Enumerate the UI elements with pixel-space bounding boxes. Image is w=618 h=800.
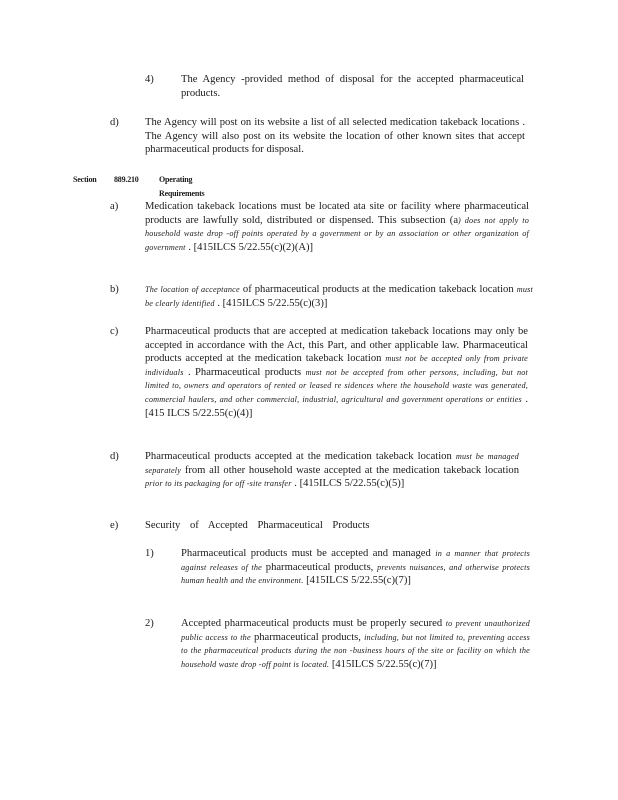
item-text: [145, 200, 529, 254]
text-run: pharmaceutical products,: [265, 561, 374, 573]
item-heading: Security of Accepted Pharmaceutical Products: [145, 520, 370, 531]
item-label: 2): [145, 618, 154, 629]
section-title: Operating Requirements: [159, 175, 205, 198]
section-number: 889.210: [114, 175, 139, 184]
citation: . [415ILCS 5/22.55(c)(3)]: [217, 297, 328, 309]
statutory-italic: must not be accepted from other persons, including, but not limited to, owners and operators of rented or leased re sidences where the household waste was generated, commercial haulers, and other commercial, industrial, agricultural and government operations or entities: [145, 367, 529, 404]
citation: [415ILCS 5/22.55(c)(7)]: [306, 575, 411, 587]
citation: . [415 ILCS 5/22.55(c)(4)]: [145, 393, 528, 419]
statutory-italic: must be clearly identified: [145, 285, 533, 308]
item-label: e): [110, 520, 119, 531]
text-run: of pharmaceutical products at the medication takeback location: [242, 284, 514, 295]
item-text: The Agency will post on its website a list of all selected medication takeback locations . The Agency will also post on its website the location of other known sites that accept pharmaceutical products for disposal.: [145, 117, 525, 156]
text-run: Medication takeback locations must be located ata site or facility where pharmaceutical products are lawfully sold, distributed or dispensed. This subsection (a: [145, 201, 529, 226]
item-label: d): [110, 117, 119, 128]
statutory-italic: must be managed separately: [145, 452, 519, 475]
item-label: a): [110, 201, 119, 212]
item-label: c): [110, 326, 119, 337]
citation: . [415ILCS 5/22.55(c)(2)(A)]: [188, 241, 314, 253]
citation: . [415ILCS 5/22.55(c)(5)]: [294, 478, 405, 490]
text-run: pharmaceutical products,: [253, 631, 361, 643]
statutory-italic: must not be accepted only from private individuals: [145, 354, 528, 377]
item-text: [145, 450, 519, 491]
item-text: [145, 283, 533, 310]
text-run: Accepted pharmaceutical products must be properly secured: [181, 618, 443, 629]
statutory-italic: ) does not apply to household waste drop -off points operated by a government or by an association or other organization of government: [145, 215, 529, 252]
citation: [415ILCS 5/22.55(c)(7)]: [331, 658, 437, 670]
item-label: d): [110, 451, 119, 462]
item-label: 1): [145, 548, 154, 559]
item-text: [181, 547, 530, 588]
item-text: The Agency -provided method of disposal for the accepted pharmaceutical products.: [181, 74, 524, 99]
text-run: Pharmaceutical products that are accepted at medication takeback locations may only be accepted in accordance with the Act, this Part, and other applicable law. Pharmaceutical products accepted at the medication takeback location: [145, 326, 528, 365]
item-label: 4): [145, 74, 154, 85]
statutory-italic: including, but not limited to, preventing access to the pharmaceutical products during the non -business hours of the site or facility on which the household waste drop -off point is located.: [181, 632, 530, 669]
statutory-italic: prevents nuisances, and otherwise protects human health and the environment.: [181, 562, 530, 586]
text-run: from all other household waste accepted at the medication takeback location: [184, 464, 519, 476]
item-text: [181, 617, 530, 671]
text-run: . Pharmaceutical products: [187, 366, 302, 378]
item-label: b): [110, 284, 119, 295]
section-prefix: Section: [73, 175, 97, 184]
statutory-italic: The location of acceptance: [145, 285, 240, 294]
text-run: Pharmaceutical products accepted at the medication takeback location: [145, 451, 452, 462]
statutory-italic: prior to its packaging for off -site transfer: [145, 479, 292, 489]
text-run: Pharmaceutical products must be accepted and managed: [181, 548, 431, 559]
statutory-italic: in a manner that protects against releases of the: [181, 549, 530, 572]
statutory-italic: to prevent unauthorized public access to the: [181, 619, 530, 642]
item-text: [145, 325, 528, 420]
